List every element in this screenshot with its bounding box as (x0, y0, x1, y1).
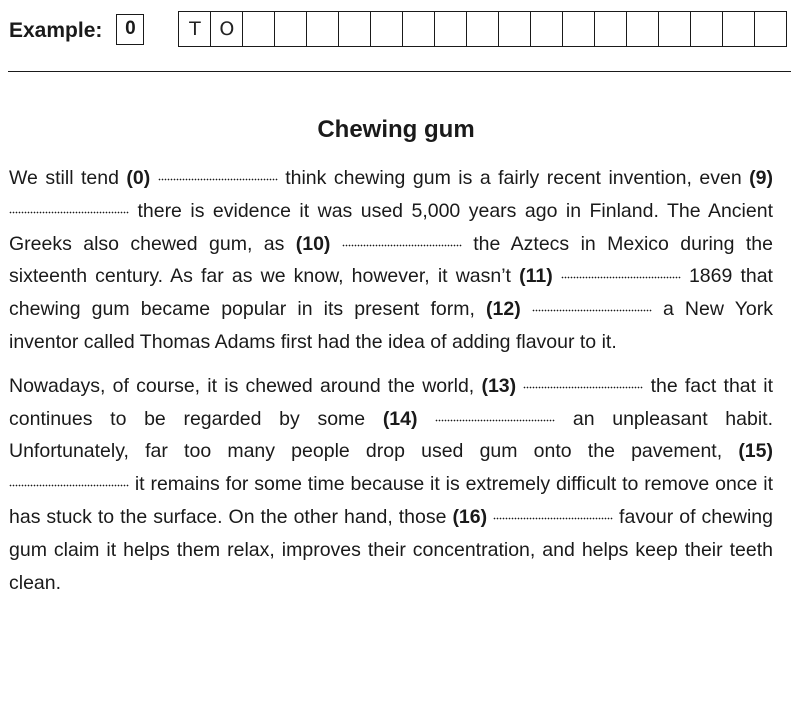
text-segment: 1869 that chewing gum became popular in its present form, (9, 265, 773, 321)
gap-number: (16) (452, 505, 488, 528)
text-segment: an unpleasant habit. Unfortunately, far too many people drop used gum onto the pavement, (9, 407, 774, 463)
answer-cell: O (211, 12, 243, 46)
answer-cell (691, 12, 723, 46)
text-segment: Nowadays, of course, it is chewed around the world, (9, 374, 482, 397)
passage-title: Chewing gum (317, 116, 475, 143)
paragraph (9, 162, 773, 359)
gap-number: (14) (382, 407, 418, 430)
text-segment: there is evidence it was used 5,000 years ago in Finland. The Ancient Greeks also chewed gum, as (9, 199, 773, 255)
answer-cell (659, 12, 691, 46)
answer-cell (307, 12, 339, 46)
gap-blank[interactable] (342, 230, 462, 250)
text-segment: a New York inventor called Thomas Adams first had the idea of adding flavour to it. (9, 298, 773, 353)
text-segment: think chewing gum is a fairly recent invention, even (277, 167, 750, 189)
answer-cell (563, 12, 595, 46)
gap-number: (15) (738, 440, 773, 463)
divider-line (8, 71, 791, 72)
answer-cell (339, 12, 371, 46)
text-segment: We still tend (9, 167, 127, 189)
answer-cell (243, 12, 275, 46)
answer-cell: T (179, 12, 211, 46)
answer-cell (627, 12, 659, 46)
gap-number: (0) (126, 167, 151, 189)
answer-cell (499, 12, 531, 46)
gap-blank[interactable] (9, 471, 129, 491)
paragraph (9, 370, 773, 600)
text-segment: it remains for some time because it is extremely difficult to remove once it has stuck to the surface. On the other hand, those (9, 473, 773, 528)
example-number-box: 0 (116, 14, 144, 45)
answer-cell (531, 12, 563, 46)
answer-cell (467, 12, 499, 46)
gap-number: (9) (749, 167, 773, 189)
gap-number: (12) (486, 298, 521, 321)
answer-cell (371, 12, 403, 46)
text-segment: the Aztecs in Mexico during the sixteenth century. As far as we know, however, it wasn’t (9, 232, 774, 288)
gap-blank[interactable] (493, 503, 613, 523)
gap-number: (13) (481, 374, 517, 397)
gap-blank[interactable] (158, 165, 278, 185)
answer-cell (755, 12, 787, 46)
gap-number: (11) (519, 265, 553, 288)
example-row (9, 11, 787, 47)
gap-blank[interactable] (9, 197, 129, 217)
answer-cell (723, 12, 755, 46)
answer-cell (275, 12, 307, 46)
answer-cell (403, 12, 435, 46)
example-label: Example: (9, 19, 103, 42)
answer-cell (595, 12, 627, 46)
gap-blank[interactable] (435, 405, 555, 425)
gap-blank[interactable] (532, 296, 652, 316)
gap-blank[interactable] (523, 372, 643, 392)
example-answer-grid (178, 11, 787, 47)
gap-blank[interactable] (561, 263, 681, 283)
text-segment: favour of chewing gum claim it helps them relax, improves their concentration, and helps keep their teeth clean. (9, 505, 773, 594)
passage-text (9, 162, 773, 610)
gap-number: (10) (295, 232, 331, 255)
answer-cell (435, 12, 467, 46)
text-segment: the fact that it continues to be regarded by some (9, 374, 774, 430)
